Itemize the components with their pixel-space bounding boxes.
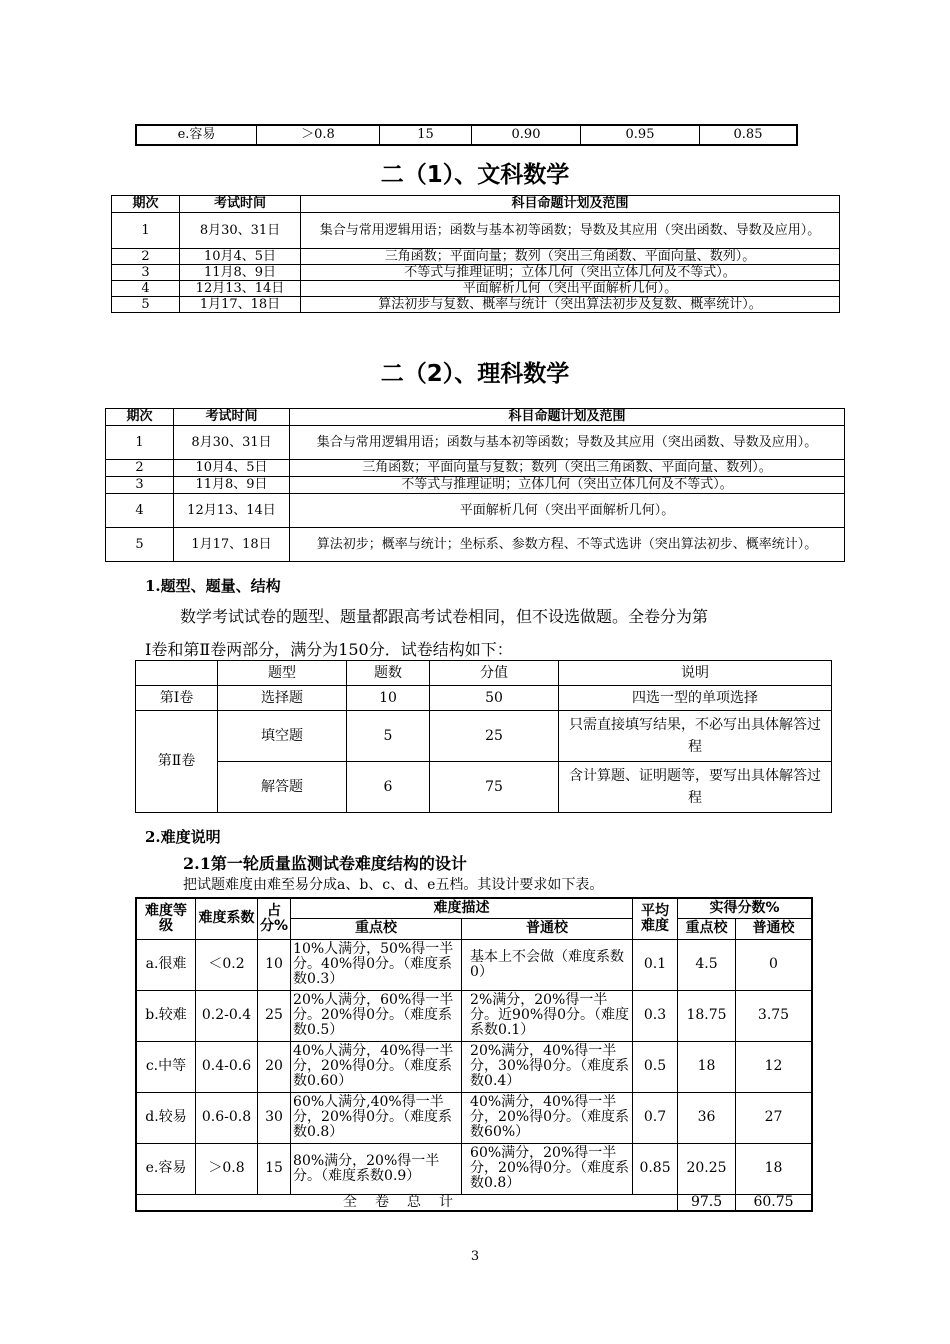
cell: 平面解析几何（突出平面解析几何）。	[290, 494, 845, 528]
cell: 4	[112, 281, 180, 297]
cell: 10	[347, 686, 430, 711]
cell: 填空题	[218, 711, 347, 762]
cell: 0.85	[633, 1143, 678, 1194]
header-cell: 实得分数%	[678, 898, 812, 918]
cell: d.较易	[136, 1092, 196, 1143]
header-cell: 占分%	[258, 898, 291, 939]
wenke-title: 二（1）、文科数学	[380, 162, 570, 188]
cell: 8月30、31日	[174, 426, 290, 460]
section1-heading: 1.题型、题量、结构	[145, 577, 281, 595]
cell: 集合与常用逻辑用语；函数与基本初等函数；导数及其应用（突出函数、导数及应用）。	[290, 426, 845, 460]
top-continuation-table	[135, 124, 798, 146]
header-cell: 普通校	[462, 918, 633, 939]
header-cell: 平均难度	[633, 898, 678, 939]
cell: 4	[106, 494, 174, 528]
cell: 算法初步；概率与统计；坐标系、参数方程、不等式选讲（突出算法初步、概率统计）。	[290, 528, 845, 562]
cell: 20.25	[678, 1143, 736, 1194]
cell: 3.75	[736, 990, 812, 1041]
cell: 三角函数；平面向量与复数；数列（突出三角函数、平面向量、数列）。	[290, 460, 845, 477]
cell: 40%满分，40%得一半分，20%得0分。（难度系数60%）	[462, 1092, 633, 1143]
header-cell: 期次	[112, 196, 180, 213]
cell: 15	[380, 125, 472, 145]
cell: 5	[112, 297, 180, 313]
cell: 18.75	[678, 990, 736, 1041]
cell: 0.2-0.4	[196, 990, 258, 1041]
cell: 基本上不会做（难度系数0）	[462, 939, 633, 990]
header-cell: 说明	[559, 661, 832, 686]
page-number: 3	[470, 1249, 480, 1264]
cell: 10月4、5日	[174, 460, 290, 477]
header-cell: 难度描述	[291, 898, 633, 918]
cell: b.较难	[136, 990, 196, 1041]
cell: 15	[258, 1143, 291, 1194]
cell: ＞0.8	[196, 1143, 258, 1194]
cell: 20	[258, 1041, 291, 1092]
header-cell: 难度等级	[136, 898, 196, 939]
cell: 不等式与推理证明；立体几何（突出立体几何及不等式）。	[301, 265, 840, 281]
cell: 60%满分，20%得一半分，20%得0分。（难度系数0.8）	[462, 1143, 633, 1194]
cell: 1月17、18日	[180, 297, 301, 313]
cell: 80%满分，20%得一半分。（难度系数0.9）	[291, 1143, 462, 1194]
cell: 0.5	[633, 1041, 678, 1092]
cell: 集合与常用逻辑用语；函数与基本初等函数；导数及其应用（突出函数、导数及应用）。	[301, 213, 840, 249]
header-cell: 重点校	[678, 918, 736, 939]
cell: 4.5	[678, 939, 736, 990]
cell: 1月17、18日	[174, 528, 290, 562]
section1-paragraph: 数学考试试卷的题型、题量都跟高考试卷相同，但不设选做题。全卷分为第	[180, 607, 709, 626]
cell: 5	[347, 711, 430, 762]
cell: 27	[736, 1092, 812, 1143]
cell: e.容易	[136, 125, 257, 145]
cell: 25	[258, 990, 291, 1041]
header-cell: 普通校	[736, 918, 812, 939]
cell	[136, 661, 218, 686]
cell: 5	[106, 528, 174, 562]
cell: 1	[106, 426, 174, 460]
cell: 10月4、5日	[180, 249, 301, 265]
cell: 0.7	[633, 1092, 678, 1143]
cell: 0.85	[700, 125, 798, 145]
cell: 11月8、9日	[174, 477, 290, 494]
cell: 97.5	[678, 1194, 736, 1211]
cell: 不等式与推理证明；立体几何（突出立体几何及不等式）。	[290, 477, 845, 494]
cell: 只需直接填写结果，不必写出具体解答过程	[559, 711, 832, 762]
cell: 20%满分，40%得一半分，30%得0分。（难度系数0.4）	[462, 1041, 633, 1092]
cell: 第Ⅰ卷	[136, 686, 218, 711]
cell: 0.6-0.8	[196, 1092, 258, 1143]
header-cell: 难度系数	[196, 898, 258, 939]
cell: 选择题	[218, 686, 347, 711]
section2-heading: 2.难度说明	[145, 828, 221, 846]
cell: 60.75	[736, 1194, 812, 1211]
cell: 0.95	[581, 125, 700, 145]
cell: 0.3	[633, 990, 678, 1041]
cell: c.中等	[136, 1041, 196, 1092]
wenke-table	[111, 195, 840, 313]
cell: 12月13、14日	[174, 494, 290, 528]
cell: 0.90	[472, 125, 581, 145]
cell: 10	[258, 939, 291, 990]
cell: ＞0.8	[257, 125, 380, 145]
cell: 0	[736, 939, 812, 990]
cell: 2	[112, 249, 180, 265]
header-cell: 科目命题计划及范围	[290, 409, 845, 426]
cell: 20%人满分，60%得一半分。20%得0分。（难度系数0.5）	[291, 990, 462, 1041]
cell: 12月13、14日	[180, 281, 301, 297]
cell: 40%人满分，40%得一半分，20%得0分。（难度系数0.60）	[291, 1041, 462, 1092]
header-cell: 期次	[106, 409, 174, 426]
difficulty-table	[135, 897, 813, 1212]
cell: 18	[678, 1041, 736, 1092]
structure-table	[135, 660, 832, 813]
cell: 6	[347, 762, 430, 813]
cell: 第Ⅱ卷	[136, 711, 218, 813]
cell: 60%人满分,40%得一半分，20%得0分。（难度系数0.8）	[291, 1092, 462, 1143]
cell: 含计算题、证明题等，要写出具体解答过程	[559, 762, 832, 813]
header-cell: 考试时间	[180, 196, 301, 213]
header-cell: 科目命题计划及范围	[301, 196, 840, 213]
cell: 25	[430, 711, 559, 762]
cell: 11月8、9日	[180, 265, 301, 281]
cell: 8月30、31日	[180, 213, 301, 249]
cell: 解答题	[218, 762, 347, 813]
cell: 2%满分，20%得一半分。近90%得0分。（难度系数0.1）	[462, 990, 633, 1041]
header-cell: 分值	[430, 661, 559, 686]
cell: 0.4-0.6	[196, 1041, 258, 1092]
header-cell: 题数	[347, 661, 430, 686]
cell: 平面解析几何（突出平面解析几何）。	[301, 281, 840, 297]
cell: 12	[736, 1041, 812, 1092]
cell: 四选一型的单项选择	[559, 686, 832, 711]
section2-paragraph: 把试题难度由难至易分成a、b、c、d、e五档。其设计要求如下表。	[183, 877, 604, 893]
cell: 3	[106, 477, 174, 494]
cell: 算法初步与复数、概率与统计（突出算法初步及复数、概率统计）。	[301, 297, 840, 313]
cell: 30	[258, 1092, 291, 1143]
header-cell: 考试时间	[174, 409, 290, 426]
cell: 75	[430, 762, 559, 813]
cell: e.容易	[136, 1143, 196, 1194]
cell: 10%人满分，50%得一半分。40%得0分。（难度系数0.3）	[291, 939, 462, 990]
cell: 36	[678, 1092, 736, 1143]
section1-paragraph: Ⅰ卷和第Ⅱ卷两部分，满分为150分．试卷结构如下：	[145, 640, 513, 659]
like-table	[105, 408, 845, 562]
cell: 0.1	[633, 939, 678, 990]
cell: 1	[112, 213, 180, 249]
cell: ＜0.2	[196, 939, 258, 990]
section2-subheading: 2.1第一轮质量监测试卷难度结构的设计	[183, 854, 467, 873]
cell: 18	[736, 1143, 812, 1194]
header-cell: 重点校	[291, 918, 462, 939]
like-title: 二（2）、理科数学	[380, 361, 570, 387]
cell: 2	[106, 460, 174, 477]
cell: 三角函数；平面向量；数列（突出三角函数、平面向量、数列）。	[301, 249, 840, 265]
cell: 3	[112, 265, 180, 281]
total-label: 全卷总计	[136, 1194, 678, 1211]
header-cell: 题型	[218, 661, 347, 686]
cell: a.很难	[136, 939, 196, 990]
cell: 50	[430, 686, 559, 711]
